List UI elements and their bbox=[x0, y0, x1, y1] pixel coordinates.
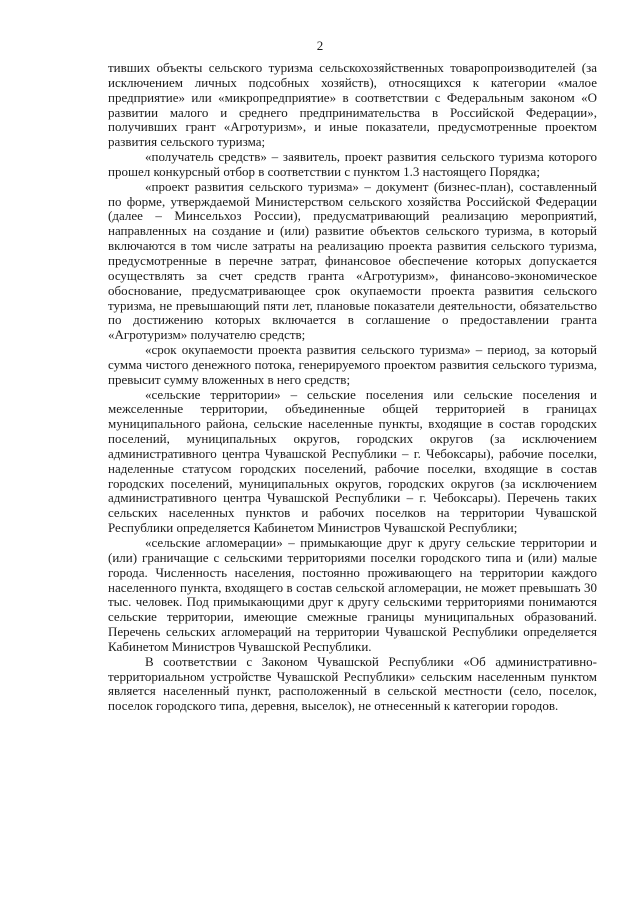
document-body bbox=[108, 61, 597, 714]
paragraph-rural-settlement-definition: В соответствии с Законом Чувашской Республики «Об административно-территориальном устройстве Чувашской Республики» сельским населенным пунктом является населенный пункт, расположенный в сельской местности (село, поселок, поселок городского типа, деревня, выселок), не отнесенный к категории городов. bbox=[108, 653, 597, 714]
paragraph-recipient-definition: «получатель средств» – заявитель, проект развития сельского туризма которого прошел конкурсный отбор в соответствии с пунктом 1.3 настоящего Порядка; bbox=[108, 149, 597, 179]
paragraph-payback-definition: «срок окупаемости проекта развития сельского туризма» – период, за который сумма чистого денежного потока, генерируемого проектом развития сельского туризма, превысит сумму вложенных в него средств; bbox=[108, 342, 597, 387]
paragraph-rural-territories-definition: «сельские территории» – сельские поселения или сельские поселения и межселенные территории, объединенные общей территорией в границах муниципального района, сельские населенные пункты, входящие в состав городских поселений, муниципальных округов, городских округов (за исключением административного центра Чувашской Республики – г. Чебоксары), рабочие поселки, наделенные статусом городских поселений, рабочие поселки, входящие в состав городских поселений, муниципальных округов, городских округов (за исключением административного центра Чувашской Республики – г. Чебоксары). Перечень таких сельских населенных пунктов и рабочих поселков на территории Чувашской Республики определяется Кабинетом Министров Чувашской Республики; bbox=[108, 386, 597, 536]
paragraph-continuation: тивших объекты сельского туризма сельскохозяйственных товаропроизводителей (за исключением личных подсобных хозяйств), относящихся к категории «малое предприятие» или «микропредприятие» в соответствии с Федеральным законом «О развитии малого и среднего предпринимательства в Российской Федерации», получивших грант «Агротуризм», и иные показатели, предусмотренные проектом развития сельского туризма; bbox=[108, 60, 597, 150]
paragraph-project-definition: «проект развития сельского туризма» – документ (бизнес-план), составленный по форме, утверждаемой Министерством сельского хозяйства Российской Федерации (далее – Минсельхоз России), предусматривающий реализацию мероприятий, направленных на создание и (или) развитие объектов сельского туризма, в который включаются в том числе затраты на реализацию проекта развития сельского туризма, предусмотренные в перечне затрат, финансовое обеспечение которых допускается осуществлять за счет средств гранта «Агротуризм», финансово-экономическое обоснование, предусматривающее срок окупаемости проекта развития сельского туризма, не превышающий пяти лет, плановые показатели деятельности, обязательство по достижению которых включается в соглашение о предоставлении гранта «Агротуризм» получателю средств; bbox=[108, 178, 597, 343]
page-number: 2 bbox=[316, 38, 324, 53]
paragraph-rural-agglomerations-definition: «сельские агломерации» – примыкающие друг к другу сельские территории и (или) граничащие с сельскими территориями поселки городского типа и (или) малые города. Численность населения, постоянно проживающего на территории каждого населенного пункта, входящего в состав сельской агломерации, не может превышать 30 тыс. человек. Под примыкающими друг к другу сельскими территориями понимаются сельские территории, имеющие смежные границы муниципальных образований. Перечень сельских агломераций на территории Чувашской Республики определяется Кабинетом Министров Чувашской Республики. bbox=[108, 535, 597, 654]
